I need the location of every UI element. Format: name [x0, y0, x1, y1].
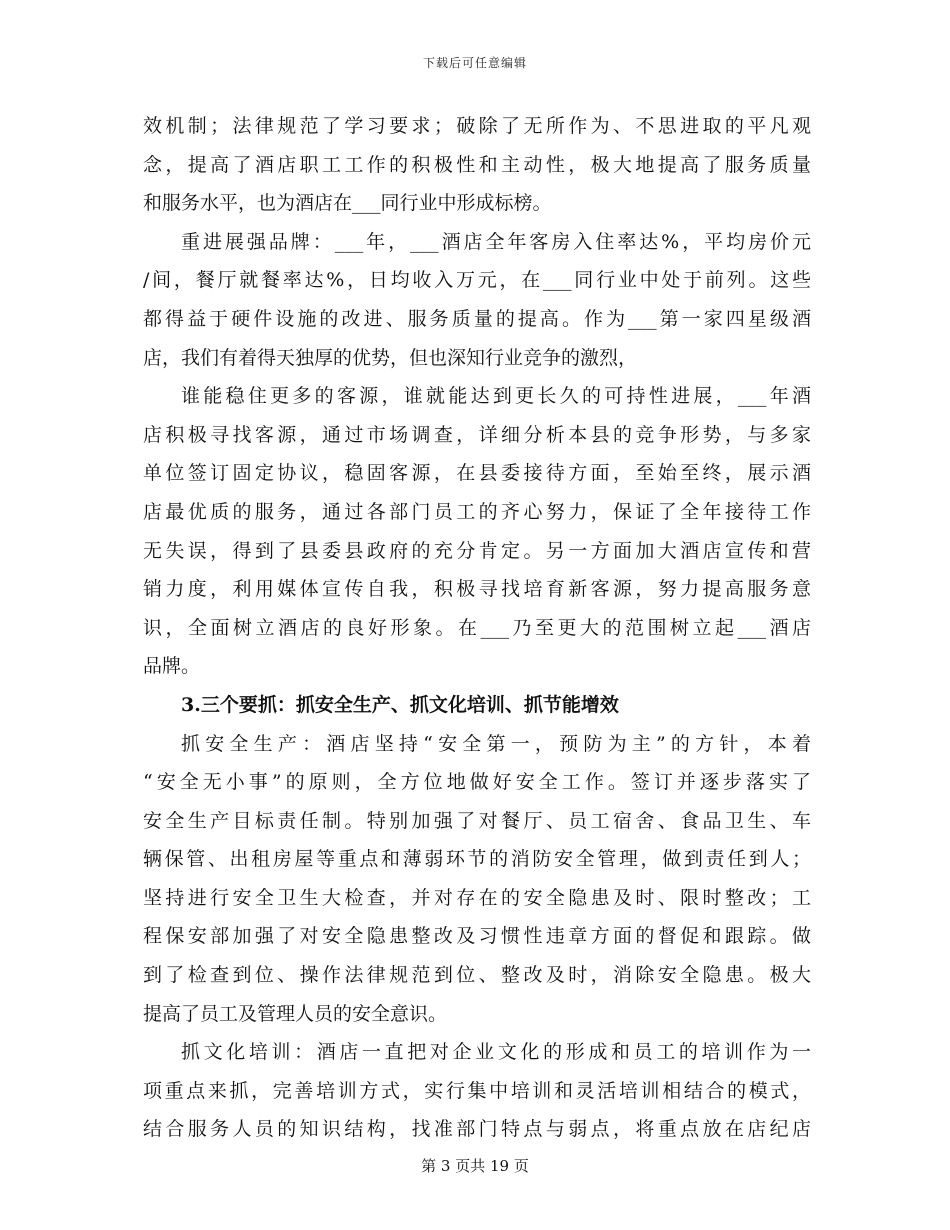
body-text-line: /间，餐厅就餐率达%，日均收入万元，在___同行业中处于前列。这些 — [143, 269, 811, 292]
body-text-line: 辆保管、出租房屋等重点和薄弱环节的消防安全管理，做到责任到人； — [143, 848, 811, 871]
body-text-line: 到了检查到位、操作法律规范到位、整改及时，消除安全隐患。极大 — [143, 964, 811, 987]
body-text-line: 品牌。 — [143, 655, 201, 678]
body-text-line: 店积极寻找客源，通过市场调查，详细分析本县的竞争形势，与多家 — [143, 423, 811, 446]
body-text-line: 效机制；法律规范了学习要求；破除了无所作为、不思进取的平凡观 — [143, 115, 811, 137]
document-body — [143, 107, 811, 1149]
body-text-line: 无失误，得到了县委县政府的充分肯定。另一方面加大酒店宣传和营 — [143, 539, 811, 562]
body-text-line: 抓安全生产：酒店坚持“安全第一，预防为主”的方针，本着 — [181, 732, 811, 755]
body-text-line: 项重点来抓，完善培训方式，实行集中培训和灵活培训相结合的模式， — [143, 1079, 811, 1102]
body-text-line: 念，提高了酒店职工工作的积极性和主动性，极大地提高了服务质量 — [143, 153, 811, 176]
page-footer: 第 3 页共 19 页 — [421, 1157, 529, 1175]
body-text-line: 店最优质的服务，通过各部门员工的齐心努力，保证了全年接待工作 — [143, 500, 811, 523]
page-header: 下载后可任意编辑 — [422, 56, 527, 70]
body-text-line: 坚持进行安全卫生大检查，并对存在的安全隐患及时、限时整改；工 — [143, 886, 811, 909]
body-text-line: 识，全面树立酒店的良好形象。在___乃至更大的范围树立起___酒店 — [143, 616, 811, 639]
body-text-line: 结合服务人员的知识结构，找准部门特点与弱点，将重点放在店纪店 — [143, 1118, 811, 1141]
body-text-line: 提高了员工及管理人员的安全意识。 — [143, 1002, 448, 1025]
body-text-line: 抓文化培训：酒店一直把对企业文化的形成和员工的培训作为一 — [181, 1041, 811, 1064]
body-text-line: 和服务水平，也为酒店在___同行业中形成标榜。 — [143, 192, 552, 215]
body-text-line: 重进展强品牌：___年，___酒店全年客房入住率达%，平均房价元 — [181, 230, 811, 253]
body-text-line: 销力度，利用媒体宣传自我，积极寻找培育新客源，努力提高服务意 — [143, 578, 811, 601]
body-text-line: 单位签订固定协议，稳固客源，在县委接待方面，至始至终，展示酒 — [143, 462, 811, 485]
body-text-line: “安全无小事”的原则，全方位地做好安全工作。签订并逐步落实了 — [143, 771, 811, 794]
body-text-line: 谁能稳住更多的客源，谁就能达到更长久的可持性进展，___年酒 — [181, 385, 811, 408]
body-text-line: 程保安部加强了对安全隐患整改及习惯性违章方面的督促和跟踪。做 — [143, 925, 811, 948]
section-heading: 3.三个要抓：抓安全生产、抓文化培训、抓节能增效 — [181, 693, 619, 716]
body-text-line: 店，我们有着得天独厚的优势，但也深知行业竞争的激烈， — [143, 346, 638, 369]
body-text-line: 都得益于硬件设施的改进、服务质量的提高。作为___第一家四星级酒 — [143, 307, 811, 330]
body-text-line: 安全生产目标责任制。特别加强了对餐厅、员工宿舍、食品卫生、车 — [143, 809, 811, 832]
